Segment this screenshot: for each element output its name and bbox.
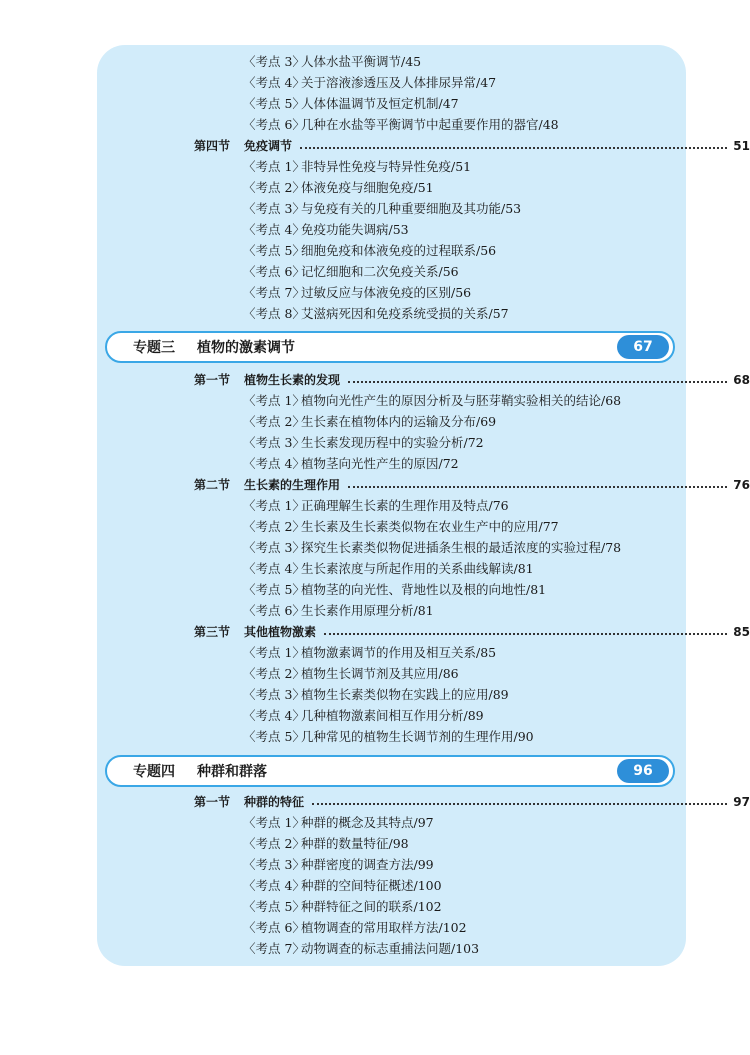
point-tag: 〈考点 5〉 (243, 899, 305, 914)
point-text: 探究生长素类似物促进插条生根的最适浓度的实验过程/78 (301, 540, 622, 555)
point-text: 几种在水盐等平衡调节中起重要作用的器官/48 (301, 117, 559, 132)
point-text: 种群的概念及其特点/97 (301, 815, 434, 830)
point-text: 植物向光性产生的原因分析及与胚芽鞘实验相关的结论/68 (301, 393, 622, 408)
point-tag: 〈考点 3〉 (243, 857, 305, 872)
point-tag: 〈考点 4〉 (243, 708, 305, 723)
section-number: 第二节 (194, 478, 231, 492)
point-text: 艾滋病死因和免疫系统受损的关系/57 (301, 306, 509, 321)
toc-point[interactable] (97, 73, 496, 93)
toc-section[interactable] (97, 136, 750, 156)
toc-point[interactable] (97, 115, 559, 135)
point-text: 记忆细胞和二次免疫关系/56 (301, 264, 459, 279)
point-text: 非特异性免疫与特异性免疫/51 (301, 159, 472, 174)
toc-point[interactable] (97, 813, 434, 833)
point-text: 种群密度的调查方法/99 (301, 857, 434, 872)
section-page: 97 (733, 795, 750, 809)
toc-point[interactable] (97, 855, 434, 875)
point-text: 生长素在植物体内的运输及分布/69 (301, 414, 497, 429)
leader-dots (348, 381, 727, 383)
toc-point[interactable] (97, 834, 409, 854)
point-tag: 〈考点 6〉 (243, 603, 305, 618)
toc-point[interactable] (97, 157, 471, 177)
point-text: 生长素作用原理分析/81 (301, 603, 434, 618)
toc-point[interactable] (97, 685, 509, 705)
point-tag: 〈考点 2〉 (243, 414, 305, 429)
toc-point[interactable] (97, 391, 621, 411)
section-title: 其他植物激素 (244, 625, 317, 639)
point-tag: 〈考点 4〉 (243, 222, 305, 237)
point-tag: 〈考点 3〉 (243, 687, 305, 702)
point-text: 植物调查的常用取样方法/102 (301, 920, 467, 935)
point-tag: 〈考点 7〉 (243, 941, 305, 956)
toc-point[interactable] (97, 897, 442, 917)
topic-header[interactable] (105, 755, 675, 787)
point-tag: 〈考点 1〉 (243, 815, 305, 830)
point-tag: 〈考点 3〉 (243, 435, 305, 450)
section-page: 51 (733, 139, 750, 153)
toc-point[interactable] (97, 454, 459, 474)
toc-point[interactable] (97, 876, 442, 896)
point-text: 正确理解生长素的生理作用及特点/76 (301, 498, 509, 513)
toc-point[interactable] (97, 199, 521, 219)
point-tag: 〈考点 4〉 (243, 456, 305, 471)
section-title: 生长素的生理作用 (244, 478, 341, 492)
point-text: 植物激素调节的作用及相互关系/85 (301, 645, 497, 660)
toc-point[interactable] (97, 939, 479, 959)
point-tag: 〈考点 1〉 (243, 645, 305, 660)
topic-number: 专题四 (133, 764, 175, 780)
point-text: 体液免疫与细胞免疫/51 (301, 180, 434, 195)
point-tag: 〈考点 1〉 (243, 498, 305, 513)
topic-header[interactable] (105, 331, 675, 363)
point-text: 种群特征之间的联系/102 (301, 899, 442, 914)
point-tag: 〈考点 2〉 (243, 836, 305, 851)
toc-point[interactable] (97, 433, 484, 453)
point-text: 人体体温调节及恒定机制/47 (301, 96, 459, 111)
point-tag: 〈考点 1〉 (243, 393, 305, 408)
leader-dots (324, 633, 727, 635)
topic-title: 种群和群落 (197, 764, 267, 780)
point-tag: 〈考点 3〉 (243, 201, 305, 216)
toc-point[interactable] (97, 220, 409, 240)
point-tag: 〈考点 4〉 (243, 878, 305, 893)
point-text: 与免疫有关的几种重要细胞及其功能/53 (301, 201, 522, 216)
section-number: 第三节 (194, 625, 231, 639)
point-text: 生长素发现历程中的实验分析/72 (301, 435, 484, 450)
point-text: 种群的空间特征概述/100 (301, 878, 442, 893)
topic-title: 植物的激素调节 (197, 340, 295, 356)
point-tag: 〈考点 3〉 (243, 540, 305, 555)
toc-point[interactable] (97, 580, 546, 600)
point-text: 人体水盐平衡调节/45 (301, 54, 422, 69)
toc-point[interactable] (97, 178, 434, 198)
point-text: 生长素及生长素类似物在农业生产中的应用/77 (301, 519, 559, 534)
toc-point[interactable] (97, 283, 471, 303)
point-text: 生长素浓度与所起作用的关系曲线解读/81 (301, 561, 534, 576)
point-tag: 〈考点 6〉 (243, 264, 305, 279)
toc-section[interactable] (97, 475, 750, 495)
topic-page-badge: 96 (617, 759, 669, 783)
toc-point[interactable] (97, 241, 496, 261)
toc-point[interactable] (97, 601, 434, 621)
toc-point[interactable] (97, 94, 459, 114)
toc-point[interactable] (97, 262, 459, 282)
section-number: 第四节 (194, 139, 231, 153)
point-text: 植物茎的向光性、背地性以及根的向地性/81 (301, 582, 547, 597)
point-text: 植物生长调节剂及其应用/86 (301, 666, 459, 681)
point-text: 几种植物激素间相互作用分析/89 (301, 708, 484, 723)
point-tag: 〈考点 5〉 (243, 729, 305, 744)
leader-dots (348, 486, 727, 488)
point-tag: 〈考点 5〉 (243, 96, 305, 111)
toc-point[interactable] (97, 706, 484, 726)
leader-dots (312, 803, 727, 805)
point-tag: 〈考点 1〉 (243, 159, 305, 174)
point-tag: 〈考点 5〉 (243, 243, 305, 258)
point-tag: 〈考点 4〉 (243, 75, 305, 90)
point-text: 关于溶液渗透压及人体排尿异常/47 (301, 75, 497, 90)
point-tag: 〈考点 7〉 (243, 285, 305, 300)
toc-point[interactable] (97, 304, 509, 324)
toc-point[interactable] (97, 496, 509, 516)
section-title: 种群的特征 (244, 795, 305, 809)
point-tag: 〈考点 8〉 (243, 306, 305, 321)
point-text: 过敏反应与体液免疫的区别/56 (301, 285, 472, 300)
section-title: 免疫调节 (244, 139, 293, 153)
leader-dots (300, 147, 727, 149)
section-title: 植物生长素的发现 (244, 373, 341, 387)
toc-section[interactable] (97, 622, 750, 642)
section-page: 85 (733, 625, 750, 639)
toc-point[interactable] (97, 538, 621, 558)
point-tag: 〈考点 5〉 (243, 582, 305, 597)
toc-point[interactable] (97, 918, 467, 938)
toc-panel (97, 45, 750, 966)
toc-point[interactable] (97, 52, 421, 72)
point-text: 植物生长素类似物在实践上的应用/89 (301, 687, 509, 702)
point-text: 种群的数量特征/98 (301, 836, 409, 851)
section-number: 第一节 (194, 373, 231, 387)
topic-number: 专题三 (133, 340, 175, 356)
point-tag: 〈考点 6〉 (243, 117, 305, 132)
topic-page-badge: 67 (617, 335, 669, 359)
point-text: 免疫功能失调病/53 (301, 222, 409, 237)
toc-point[interactable] (97, 664, 459, 684)
toc-point[interactable] (97, 517, 559, 537)
point-tag: 〈考点 4〉 (243, 561, 305, 576)
section-number: 第一节 (194, 795, 231, 809)
toc-point[interactable] (97, 727, 534, 747)
toc-point[interactable] (97, 412, 496, 432)
section-page: 68 (733, 373, 750, 387)
point-text: 动物调查的标志重捕法问题/103 (301, 941, 480, 956)
point-text: 植物茎向光性产生的原因/72 (301, 456, 459, 471)
section-page: 76 (733, 478, 750, 492)
toc-point[interactable] (97, 559, 534, 579)
point-text: 几种常见的植物生长调节剂的生理作用/90 (301, 729, 534, 744)
point-tag: 〈考点 2〉 (243, 180, 305, 195)
toc-section[interactable] (97, 792, 750, 812)
toc-section[interactable] (97, 370, 750, 390)
toc-point[interactable] (97, 643, 496, 663)
point-tag: 〈考点 2〉 (243, 519, 305, 534)
point-tag: 〈考点 2〉 (243, 666, 305, 681)
point-tag: 〈考点 6〉 (243, 920, 305, 935)
point-text: 细胞免疫和体液免疫的过程联系/56 (301, 243, 497, 258)
point-tag: 〈考点 3〉 (243, 54, 305, 69)
